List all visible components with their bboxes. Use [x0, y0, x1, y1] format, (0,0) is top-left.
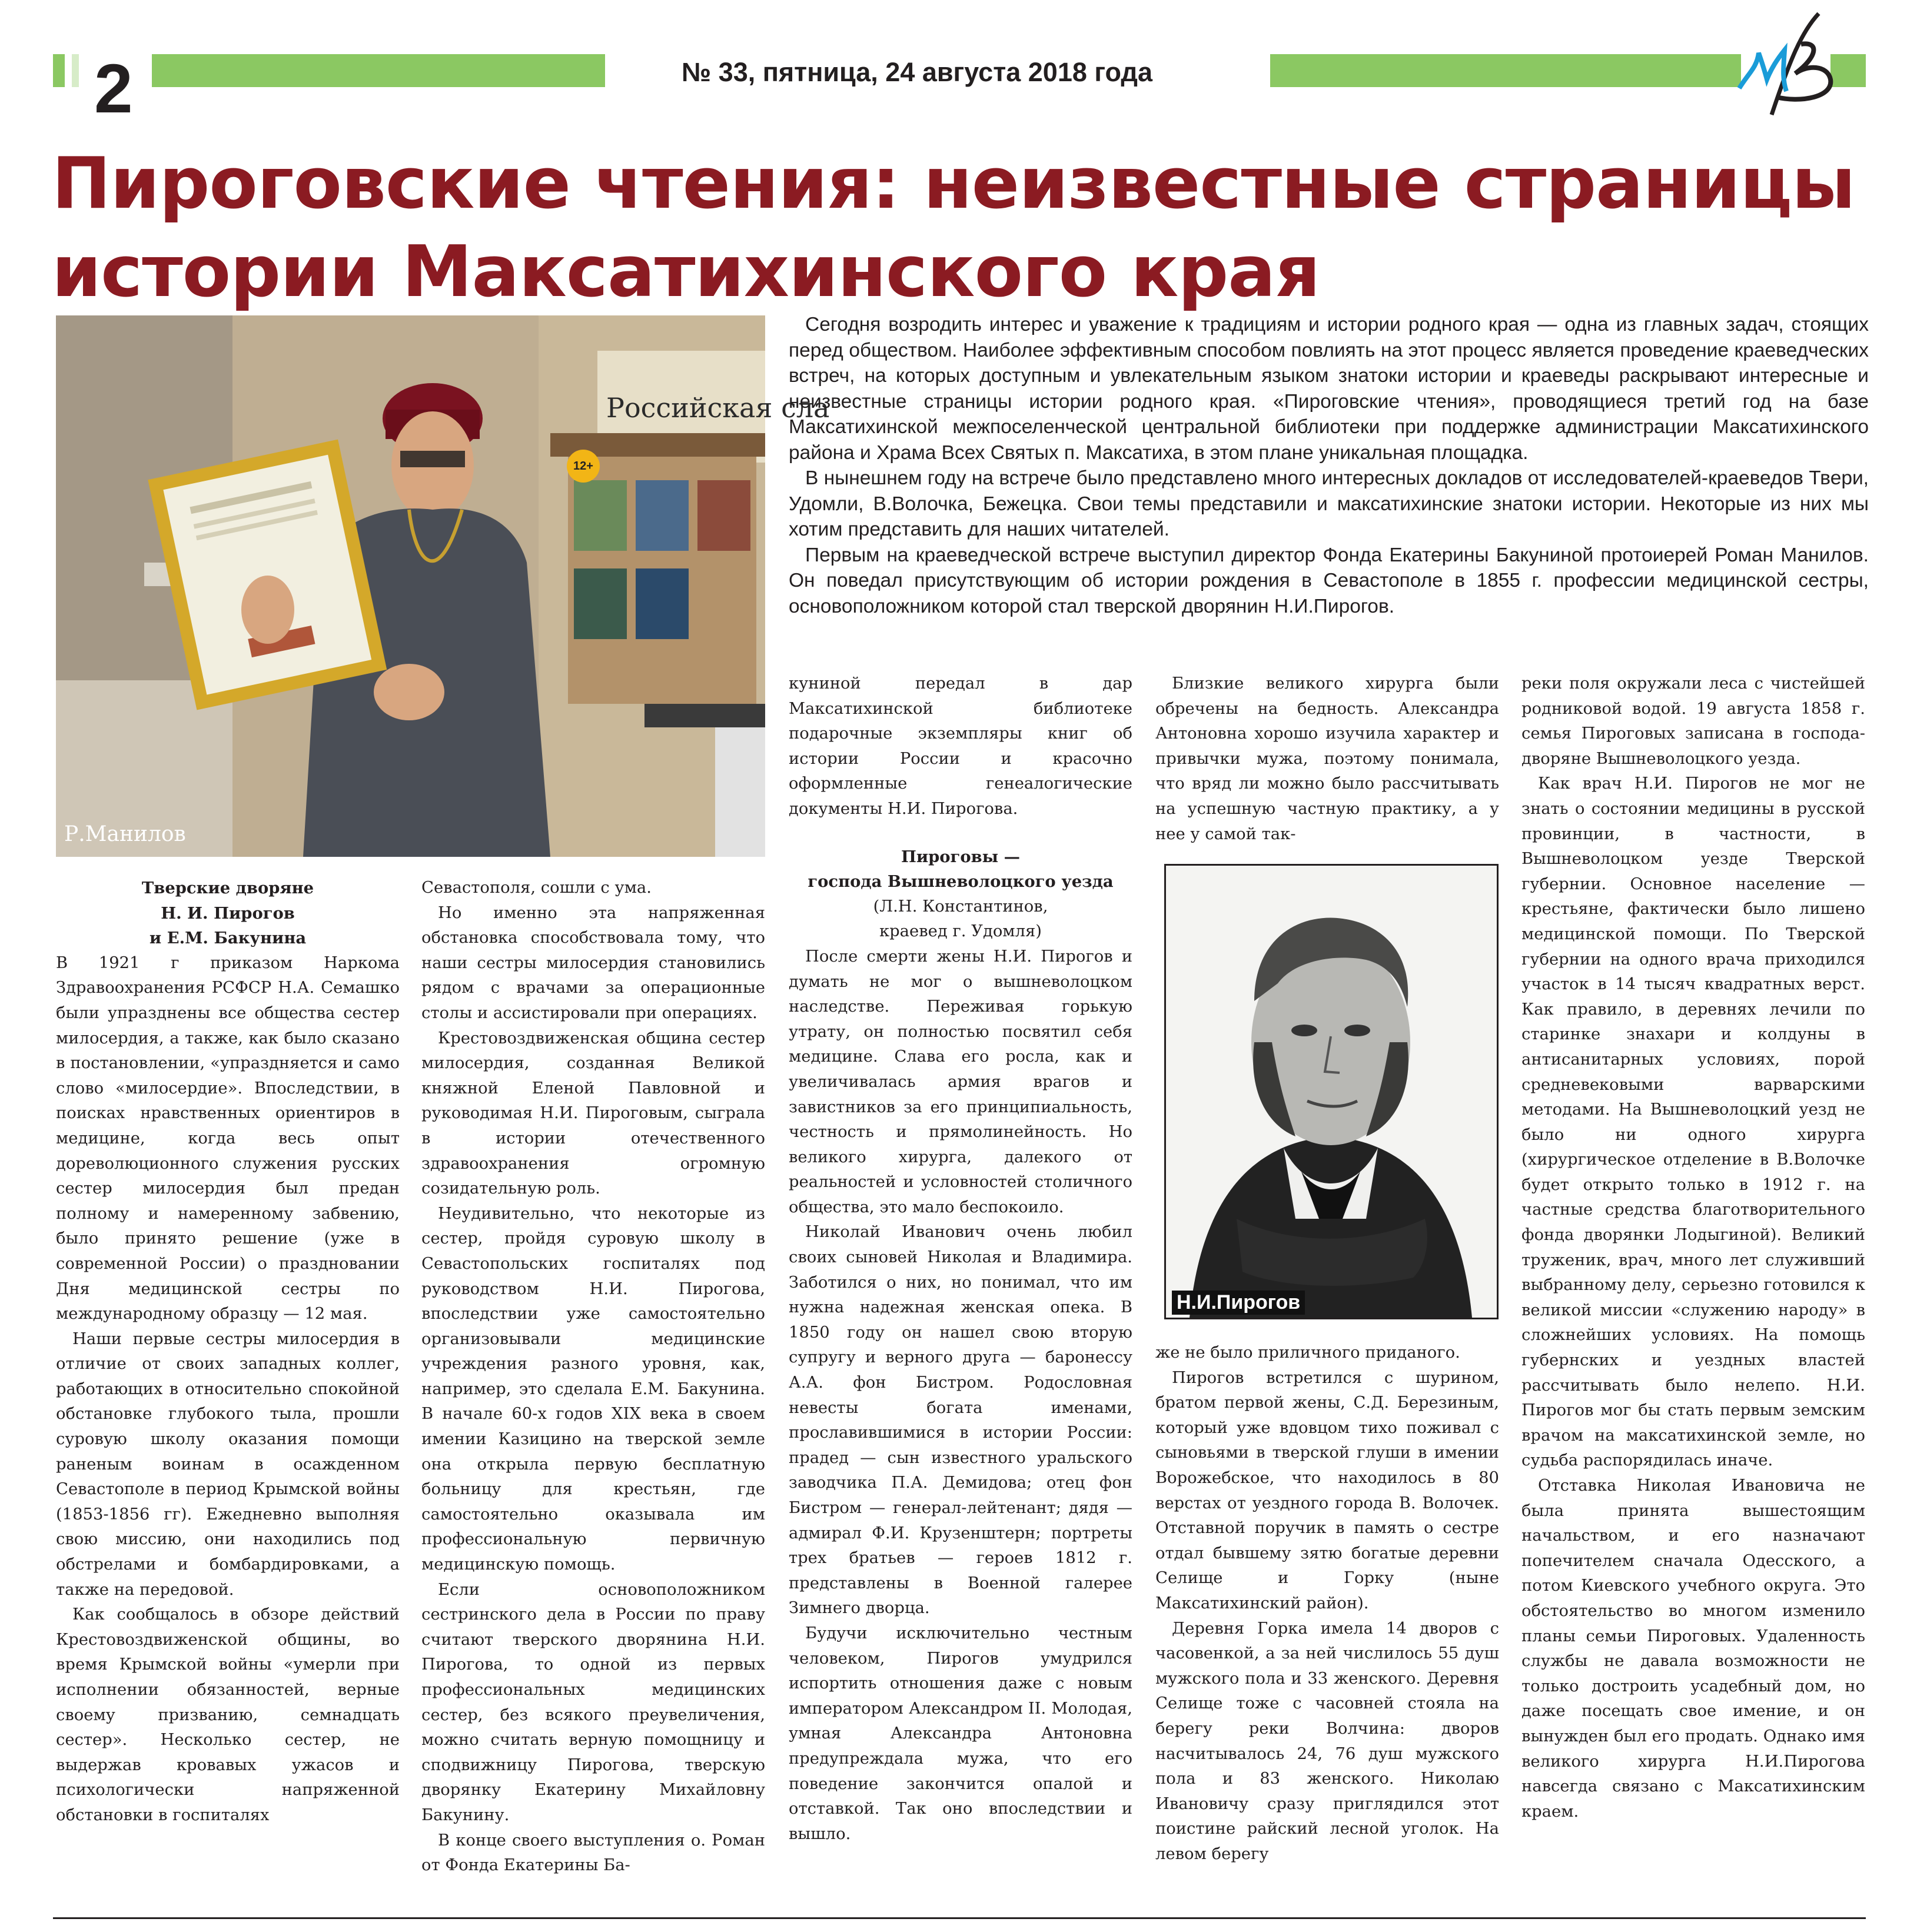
logo-mark-icon — [1730, 9, 1842, 121]
body-paragraph: В 1921 г приказом Наркома Здравоохранения РСФСР Н.А. Семашко были упразднены все общества сестер милосердия, а также, как было сказано в постановлении, «упраздняется и само слово «милосердие». Впоследствии, в поисках нравственных ориентиров в медицине, когда весь опыт дореволюционного служения русских сестер милосердия был предан полному и намеренному забвению, было принято решение (уже в современной России) о праздновании Дня медицинской сестры по международному образцу — 12 мая. — [56, 953, 400, 1324]
body-paragraph: Крестовоздвиженская община сестер милосердия, созданная Великой княжной Еленой Павловной и руководимая Н.И. Пироговым, сыграла в истории отечественного здравоохранения огромную созидательную роль. — [421, 1029, 765, 1198]
subhead-line: Тверские дворяне — [141, 879, 314, 897]
body-paragraph: После смерти жены Н.И. Пирогов и думать не мог о вышневолоцком наследстве. Переживая горькую утрату, он полностью посвятил себя медицине. Слава его росла, как и увеличивалась армия врагов и завистников за его принципиальность, честность и прямолинейность. Но великого хирурга, далекого от реальностей и условностей столичного общества, это мало беспокоило. — [789, 947, 1132, 1216]
author-note: (Л.Н. Константинов, — [873, 897, 1048, 916]
newspaper-logo — [1730, 9, 1842, 121]
photo-banner-text: Российская сла — [606, 392, 830, 424]
column-2 — [421, 876, 765, 1878]
author-note: краевед г. Удомля) — [879, 922, 1042, 941]
body-paragraph: Как сообщалось в обзоре действий Крестовоздвиженской общины, во время Крымской войны «умерли при исполнении обязанностей, верные своему призванию, семнадцать сестер». Несколько сестер, не выдержав кровавых ужасов и психологически напряженной обстановки в госпиталях — [56, 1605, 400, 1824]
body-paragraph: же не было приличного приданого. — [1155, 1344, 1460, 1362]
body-paragraph: Отставка Николая Ивановича не была принята вышестоящим начальством, и его назначают попечителем сначала Одесского, а потом Киевского учебного округа. Это обстоятельство во многом изменило планы семьи Пироговых. Удаленность службы не давала возможности не только достроить усадебный дом, но даже посещать свое имение, и он вынужден был его продать. Однако имя великого хирурга Н.И.Пирогова навсегда связано с Максатихинским краем. — [1521, 1477, 1865, 1821]
page-number: 2 — [94, 50, 133, 128]
headline-line-2: истории Максатихинского края — [52, 231, 1320, 313]
body-paragraph: Но именно эта напряженная обстановка способствовала тому, что наши сестры милосердия становились рядом с врачами за операционные столы и ассистировали при операциях. — [421, 903, 765, 1022]
body-paragraph: Деревня Горка имела 14 дворов с часовенкой, а за ней числилось 55 душ мужского пола и 33 женского. Деревня Селище тоже с часовней стояла на берегу реки Волчина: дворов насчитывалось 24, 76 душ мужского пола и 83 женского. Николаю Ивановичу сразу приглядился этот поистине райский лесной уголок. На левом берегу — [1155, 1619, 1499, 1863]
subhead-line: и Е.М. Бакунина — [149, 929, 307, 948]
body-paragraph: Неудивительно, что некоторые из сестер, пройдя суровую школу в Севастопольских госпиталях под руководством Н.И. Пирогова, впоследствии уже самостоятельно организовывали медицинские учреждения разного уровня, как, например, это сделала Е.М. Бакунина. В начале 60-х годов XIX века в своем имении Казицино на тверской земле она открыла первую бесплатную больницу для крестьян, где самостоятельно оказывала им профессиональную первичную медицинскую помощь. — [421, 1204, 765, 1574]
portrait-engraving — [1166, 866, 1497, 1318]
headline-line-1: Пироговские чтения: неизвестные страницы — [52, 143, 1855, 225]
photo-age-badge: 12+ — [567, 450, 600, 483]
subhead-line: Пироговы — — [901, 847, 1021, 866]
header-bar-right — [1270, 54, 1741, 87]
lead-paragraph: В нынешнем году на встрече было представлено много интересных докладов от исследователей-краеведов Твери, Удомли, В.Волочка, Бежецка. Свои темы представили и максатихинские знатоки истории. Некоторые из них мы хотим представить для наших читателей. — [789, 467, 1869, 540]
body-paragraph: Николай Иванович очень любил своих сыновей Николая и Владимира. Заботился о них, но понимал, что им нужна надежная женская опека. В 1850 году он нашел свою вторую супругу и верного друга — баронессу А.А. фон Бистром. Родословная невесты богата именами, прославившимися в истории России: прадед — сын известного уральского заводчика П.А. Демидова; отец фон Бистром — генерал-лейтенант; дядя — адмирал Ф.И. Крузенштерн; портреты трех братьев — героев 1812 г. представлены в Военной галерее Зимнего дворца. — [789, 1223, 1132, 1618]
body-paragraph: Будучи исключительно честным человеком, Пирогов умудрился испортить отношения даже с новым императором Александром II. Молодая, умная Александра Антоновна предупреждала мужа, что его поведение закончится опалой и отставкой. Так оно впоследствии и вышло. — [789, 1624, 1132, 1843]
lead-paragraph: Сегодня возродить интерес и уважение к традициям и истории родного края — одна из главных задач, стоящих перед обществом. Наиболее эффективным способом повлиять на этот процесс является проведение краеведческих встреч, на которых доступным и увлекательным языком знатоки истории и краеведы раскрывают интересные и неизвестные страницы истории родного края. «Пироговские чтения», проводящиеся третий год на базе Максатихинской межпоселенческой центральной библиотеки при поддержке администрации Максатихинского района и Храма Всех Святых п. Максатиха, в этом плане уникальная площадка. — [789, 314, 1869, 464]
body-paragraph: Если основоположником сестринского дела в России по праву считают тверского дворянина Н.И. Пирогова, то одной из первых профессиональных медицинских сестер, без всякого преувеличения, можно считать верную помощницу и сподвижницу Пирогова, тверскую дворянку Екатерину Михайловну Бакунину. — [421, 1580, 765, 1824]
bottom-rule — [53, 1917, 1866, 1919]
body-paragraph: куниной передал в дар Максатихинской библиотеке подарочные экземпляры книг об истории России и красочно оформленные генеалогические документы Н.И. Пирогова. — [789, 674, 1132, 818]
column-3 — [789, 671, 1132, 1847]
subhead-line: Н. И. Пирогов — [161, 903, 295, 923]
lead-paragraph: Первым на краеведческой встрече выступил директор Фонда Екатерины Бакуниной протоиерей Роман Манилов. Он поведал присутствующим об истории рождения в Севастополе в 1855 г. профессии медицинской сестры, основоположником которой стал тверской дворянин Н.И.Пирогов. — [789, 544, 1869, 617]
column-5 — [1521, 671, 1865, 1824]
subhead-line: господа Вышневолоцкого уезда — [808, 872, 1114, 892]
header-bar-left — [152, 54, 605, 87]
photo-caption: Р.Манилов — [64, 822, 186, 846]
portrait-pirogov — [1164, 864, 1499, 1319]
body-paragraph: В конце своего выступления о. Роман от Фонда Екатерины Ба- — [421, 1831, 765, 1875]
column-4-top — [1155, 671, 1499, 847]
column-1 — [56, 876, 400, 1828]
body-paragraph: Близкие великого хирурга были обречены на бедность. Александра Антоновна хорошо изучила характер и привычки мужа, поэтому понимала, что вряд ли можно было рассчитывать на успешную частную практику, а у нее у самой так- — [1155, 674, 1499, 843]
column-4-bottom — [1155, 1341, 1499, 1867]
body-paragraph: Пирогов встретился с шурином, братом первой жены, С.Д. Березиным, который уже вдовцом тихо поживал с сыновьями в тверской глуши в имении Ворожебское, что находилось в 80 верстах от уездного города В. Волочек. Отставной поручик в память о сестре отдал бывшему зятю богатые деревни Селище и Горку (ныне Максатихинский район). — [1155, 1368, 1499, 1612]
body-paragraph: Севастополя, сошли с ума. — [421, 879, 652, 897]
photo-manilov — [56, 315, 830, 857]
lead-text — [789, 312, 1869, 619]
body-paragraph: Наши первые сестры милосердия в отличие от своих западных коллег, работающих в относительно спокойной обстановке глубокого тыла, прошли суровую школу оказания помощи раненым воинам в осажденном Севастополе в период Крымской войны (1853-1856 гг). Ежедневно выполняя свою миссию, они находились под обстрелами и бомбардировками, а также на передовой. — [56, 1329, 400, 1599]
issue-line: № 33, пятница, 24 августа 2018 года — [682, 57, 1153, 87]
body-paragraph: Как врач Н.И. Пирогов не мог не знать о состоянии медицины в русской провинции, в частности, в Вышневолоцком уезде Тверской губернии. Основное население — крестьяне, фактически было лишено медицинской помощи. По Тверской губернии на одного врача приходился участок в 14 тысяч квадратных верст. Как правило, в деревнях лечили по старинке знахари и колдуны в антисанитарных условиях, порой средневековыми варварскими методами. На Вышневолоцкий уезд не было ни одного хирурга (хирургическое отделение в В.Волочке будет открыто только в 1912 г. на частные средства благотворительного фонда дворянки Лодыгиной). Великий труженик, врач, много лет служивший выбранному делу, серьезно готовился к великой миссии «служению народу» в сложнейших условиях. На помощь губернских и уездных властей рассчитывать было нелепо. Н.И. Пирогов мог бы стать первым земским врачом на максатихинской земле, но судьба распорядилась иначе. — [1521, 774, 1865, 1470]
portrait-caption: Н.И.Пирогов — [1172, 1291, 1305, 1315]
body-paragraph: реки поля окружали леса с чистейшей родниковой водой. 19 августа 1858 г. семья Пироговых записана в господа-дворяне Вышневолоцкого уезда. — [1521, 674, 1865, 768]
